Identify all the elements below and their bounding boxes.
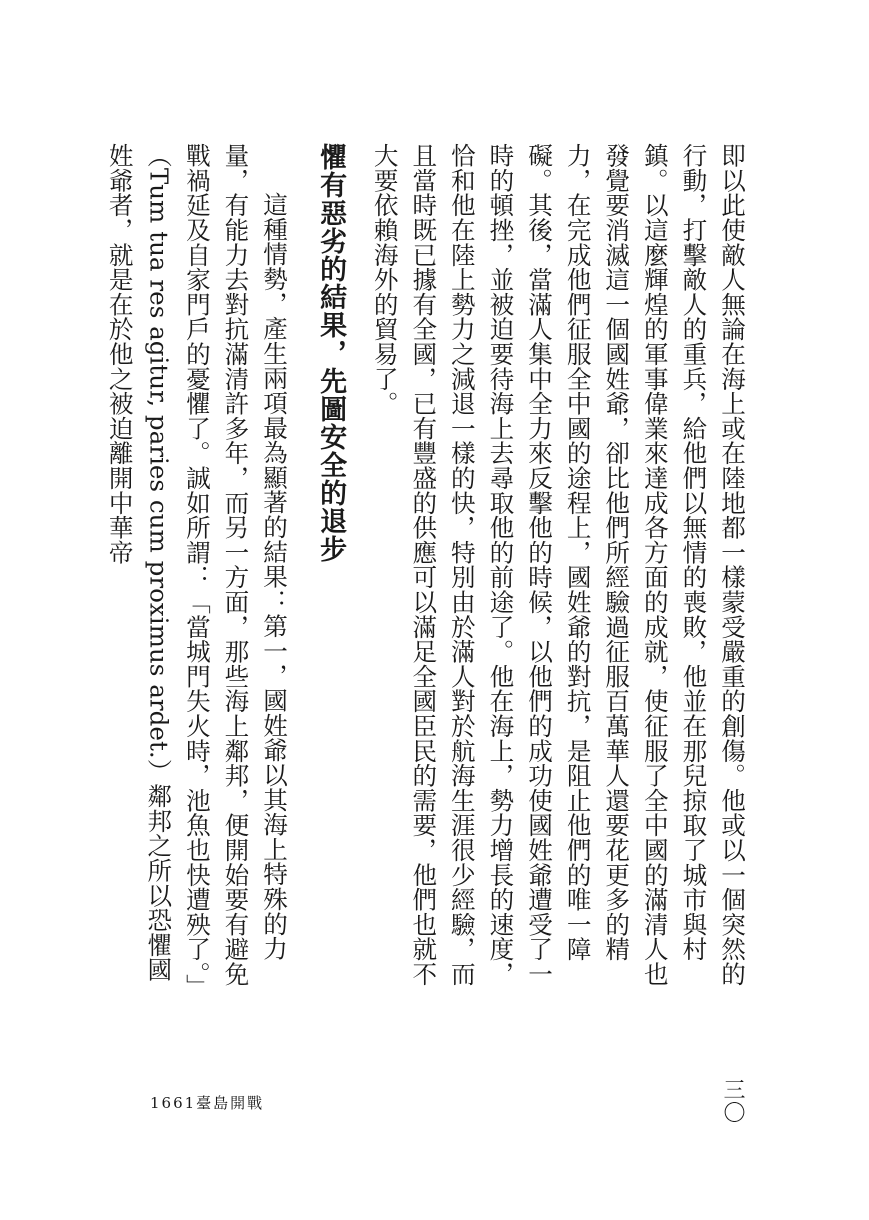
paragraph-text-before-latin: 這種情勢，產生兩項最為顯著的結果：第一，國姓爺以其海上特殊的力量，有能力去對抗滿清許多年，而另一方面，那些海上鄰邦，便開始要有避免戰禍延及自家門戶的憂懼了。誠如所謂：「當城門失火時，池魚也快遭殃了。」（: [144, 143, 290, 987]
book-title-footer: 1661臺島開戰: [150, 1094, 265, 1112]
vertical-text-body: [105, 143, 751, 993]
paragraph-text-after-latin: ）鄰邦之所以恐懼國姓爺者，就是在於他之被迫離開中華帝: [105, 143, 174, 982]
latin-proverb: Tum tua res agitur, paries cum proximus ardet.: [144, 167, 174, 759]
page-number: 三〇: [720, 1078, 745, 1124]
paragraph-situation: [100, 143, 293, 993]
paragraph-continuation: 即以此使敵人無論在海上或在陸地都一樣蒙受嚴重的創傷。他或以一個突然的行動，打擊敵人的重兵，給他們以無情的喪敗，他並在那兒掠取了城市與村鎮。以這麼輝煌的軍事偉業來達成各方面的成就，使征服了全中國的滿清人也發覺要消滅這一個國姓爺，卻比他們所經驗過征服百萬華人還要花更多的精力，在完成他們征服全中國的途程上，國姓爺的對抗，是阻止他們的唯一障礙。其後，當滿人集中全力來反擊他的時候，以他們的成功使國姓爺遭受了一時的頓挫，並被迫要待海上去尋取他的前途了。他在海上，勢力增長的速度，恰和他在陸上勢力之減退一樣的快，特別由於滿人對於航海生涯很少經驗，而且當時既已據有全國，已有豐盛的供應可以滿足全國臣民的需要，他們也就不大要依賴海外的貿易了。: [370, 143, 747, 987]
section-heading: 懼有惡劣的結果，先圖安全的退步: [315, 143, 347, 563]
